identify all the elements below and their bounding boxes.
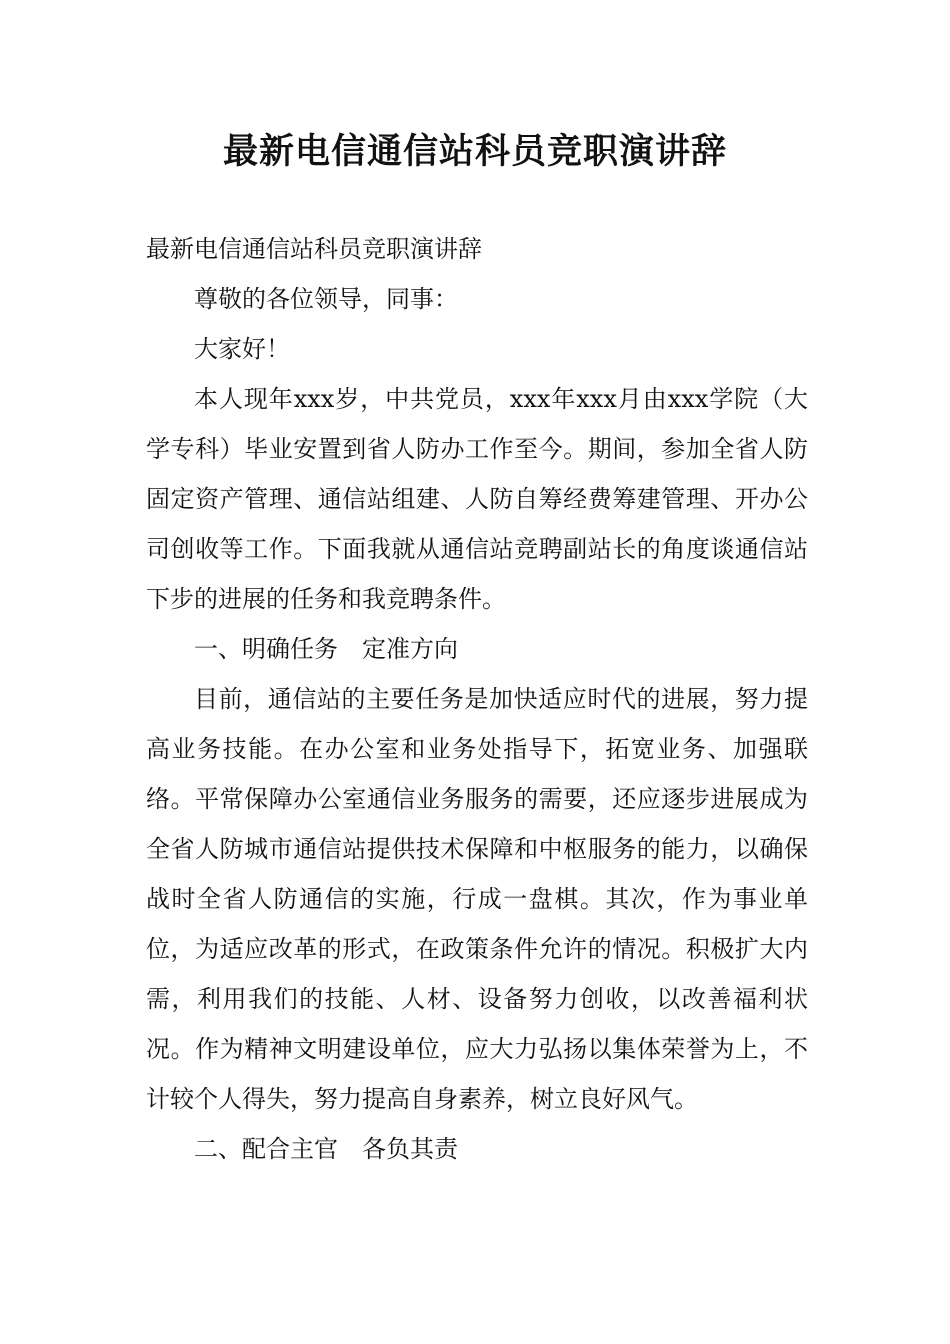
document-title: 最新电信通信站科员竞职演讲辞 [222,132,727,172]
paragraph-salutation: 尊敬的各位领导，同事： [194,285,458,313]
section-heading-2: 二、配合主官 各负其责 [194,1135,458,1163]
paragraph-greeting: 大家好！ [194,335,290,363]
document-body [146,224,808,1174]
section-heading-1: 一、明确任务 定准方向 [194,635,458,663]
paragraph-introduction: 本人现年xxx岁，中共党员，xxx年xxx月由xxx学院（大学专科）毕业安置到省人防办工作至今。期间，参加全省人防固定资产管理、通信站组建、人防自筹经费筹建管理、开办公司创收等工作。下面我就从通信站竞聘副站长的角度谈通信站下步的进展的任务和我竞聘条件。 [146,385,808,613]
paragraph-section-1: 目前，通信站的主要任务是加快适应时代的进展，努力提高业务技能。在办公室和业务处指导下，拓宽业务、加强联络。平常保障办公室通信业务服务的需要，还应逐步进展成为全省人防城市通信站提供技术保障和中枢服务的能力，以确保战时全省人防通信的实施，行成一盘棋。其次，作为事业单位，为适应改革的形式，在政策条件允许的情况。积极扩大内需，利用我们的技能、人材、设备努力创收，以改善福利状况。作为精神文明建设单位，应大力弘扬以集体荣誉为上，不计较个人得失，努力提高自身素养，树立良好风气。 [146,685,808,1113]
paragraph-heading: 最新电信通信站科员竞职演讲辞 [146,235,482,263]
